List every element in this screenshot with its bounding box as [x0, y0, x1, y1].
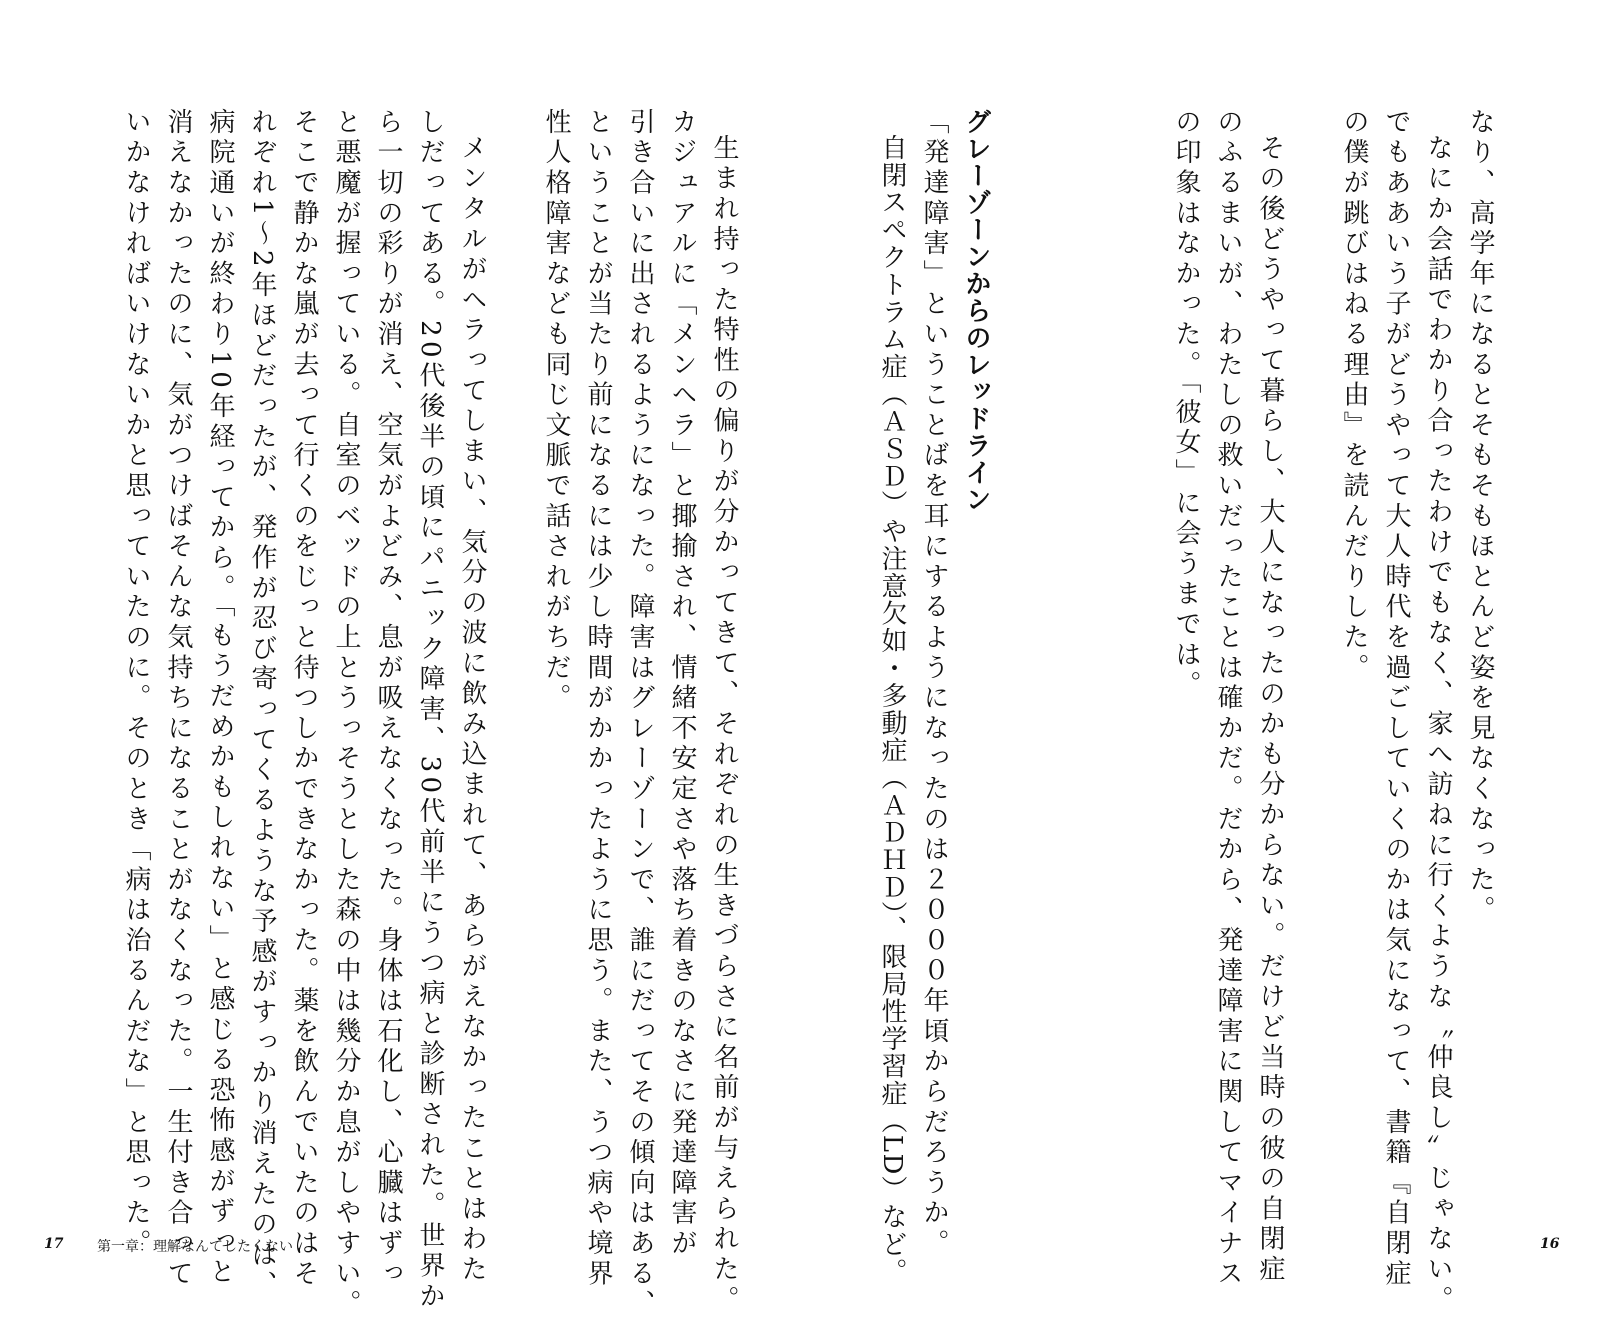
text-column-21: 病院通いが終わり10年経ってから。「もうだめかもしれない」と感じる恐怖感がずっと [205, 108, 235, 1289]
text-column-4: の僕が跳びはねる理由』を読んだりした。 [1339, 108, 1369, 684]
text-column-16: しだってある。20代後半の頃にパニック障害、30代前半にうつ病と診断された。世界か [415, 108, 445, 1313]
text-column-15: メンタルがヘラってしまい、気分の波に飲み込まれて、あらがえなかったことはわた [457, 134, 487, 1286]
text-column-13: ということが当たり前になるには少し時間がかかったように思う。また、うつ病や境界 [583, 108, 613, 1290]
text-column-3: でもああいう子がどうやって大人時代を過ごしていくのかは気になって、書籍『自閉症 [1381, 108, 1411, 1290]
text-column-12: 引き合いに出されるようになった。障害はグレーゾーンで、誰にだってその傾向はある、 [625, 108, 655, 1320]
text-column-2: なにか会話でわかり合ったわけでもなく、家へ訪ねに行くような〝仲良し〟じゃない。 [1423, 134, 1453, 1316]
text-column-10: 生まれ持った特性の偏りが分かってきて、それぞれの生きづらさに名前が与えられた。 [709, 134, 739, 1316]
page-number-right: 16 [1540, 1236, 1560, 1252]
text-column-8: 「発達障害」ということばを耳にするようになったのは２０００年頃からだろうか。 [919, 108, 949, 1260]
text-column-20: れぞれ1〜2年ほどだったが、発作が忍び寄ってくるような予感がすっかり消えたのは、 [247, 108, 277, 1302]
text-column-22: 消えなかったのに、気がつけばそんな気持ちになることがなくなった。一生付き合って [163, 108, 193, 1290]
text-column-7: の印象はなかった。「彼女」に会うまでは。 [1171, 108, 1201, 701]
text-column-17: ら一切の彩りが消え、空気がよどみ、息が吸えなくなった。身体は石化し、心臓はずっ [373, 108, 403, 1290]
page-number-left: 17 [44, 1236, 64, 1252]
text-column-11: カジュアルに「メンヘラ」と揶揄され、情緒不安定さや落ち着きのなさに発達障害が [667, 108, 697, 1260]
text-column-14: 性人格障害なども同じ文脈で話されがちだ。 [541, 108, 571, 714]
text-column-5: その後どうやって暮らし、大人になったのかも分からない。だけど当時の彼の自閉症 [1255, 134, 1285, 1286]
text-column-19: そこで静かな嵐が去って行くのをじっと待つしかできなかった。薬を飲んでいたのはそ [289, 108, 319, 1290]
text-column-1: なり、高学年になるとそもそもほとんど姿を見なくなった。 [1465, 108, 1495, 927]
text-column-9: 自閉スペクトラム症（ＡＳＤ）や注意欠如・多動症（ＡＤＨＤ）、限局性学習症（LD）など。 [877, 134, 907, 1286]
text-column-18: と悪魔が握っている。自室のベッドの上とうっそうとした森の中は幾分か息がしやすい。 [331, 108, 361, 1320]
section-heading: グレーゾーンからのレッドライン [961, 108, 991, 513]
text-column-6: のふるまいが、わたしの救いだったことは確かだ。だから、発達障害に関してマイナス [1213, 108, 1243, 1290]
running-head: 第一章：理解なんてしたくない [97, 1239, 293, 1255]
text-column-23: いかなければいけないかと思っていたのに。そのとき「病は治るんだな」と思った。 [121, 108, 151, 1260]
